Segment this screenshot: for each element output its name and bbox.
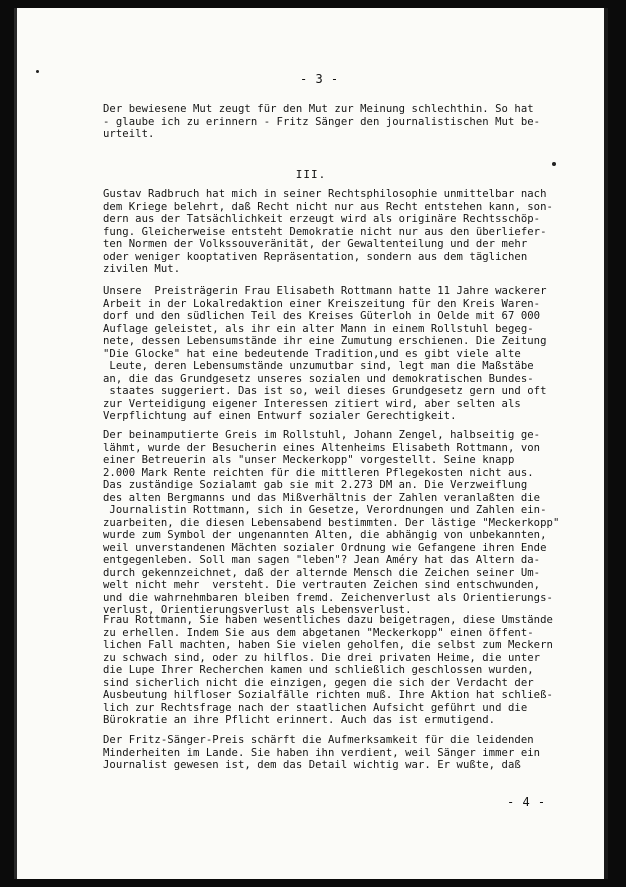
text-line: 2.000 Mark Rente reichten für die mittleren Pflegekosten nicht aus.: [103, 466, 534, 479]
text-line: verlust, Orientierungsverlust als Lebensverlust.: [103, 604, 412, 616]
text-line: zu erhellen. Indem Sie aus dem abgetanen "Meckerkopp" einen öffent-: [103, 626, 534, 639]
paragraph-1: [103, 103, 573, 141]
text-line: einer Betreuerin als "unser Meckerkopp" vorgestellt. Seine knapp: [103, 454, 515, 466]
text-line: fung. Gleicherweise entsteht Demokratie nicht nur aus den überliefer-: [103, 225, 547, 238]
text-line: Bürokratie an ihre Pflicht erinnert. Auch das ist ermutigend.: [103, 714, 496, 726]
text-line: nete, dessen Lebensumstände ihr eine Zumutung erschienen. Die Zeitung: [103, 335, 547, 347]
text-line: die Lupe Ihrer Recherchen kamen und schließlich geschlossen wurden,: [103, 664, 534, 676]
text-line: dern aus der Tatsächlichkeit erzeugt wird als originäre Rechtsschöp-: [103, 213, 541, 225]
paragraph-3: [103, 285, 573, 423]
scan-edge-left: [14, 8, 17, 879]
text-line: wurde zum Symbol der ungenannten Alten, die abhängig von unbekannten,: [103, 529, 547, 541]
text-line: "Die Glocke" hat eine bedeutende Tradition,und es gibt viele alte: [103, 347, 521, 360]
text-line: zuarbeiten, die diesen Lebensabend bestimmten. Der lästige "Meckerkopp": [103, 516, 560, 529]
scan-speck: [36, 70, 39, 73]
text-line: Journalist gewesen ist, dem das Detail wichtig war. Er wußte, daß: [103, 759, 521, 771]
text-line: Der beinamputierte Greis im Rollstuhl, Johann Zengel, halbseitig ge-: [103, 429, 541, 441]
paragraph-5: [103, 614, 573, 727]
text-line: zu schwach sind, oder zu hilflos. Die drei privaten Heime, die unter: [103, 651, 541, 664]
section-heading: III.: [295, 168, 327, 181]
text-line: Verpflichtung auf einen Entwurf sozialer Gerechtigkeit.: [103, 410, 457, 422]
text-line: Auflage geleistet, als ihr ein alter Mann in einem Rollstuhl begeg-: [103, 322, 534, 335]
text-line: Arbeit in der Lokalredaktion einer Kreiszeitung für den Kreis Waren-: [103, 297, 541, 310]
text-line: Ausbeutung hilfloser Sozialfälle richten muß. Ihre Aktion hat schließ-: [103, 689, 553, 701]
text-line: lichen Fall machten, haben Sie vielen geholfen, die selbst zum Meckern: [103, 639, 553, 651]
text-line: zivilen Mut.: [103, 263, 181, 275]
text-line: oder weniger kooptativen Repräsentation, sondern aus dem täglichen: [103, 250, 528, 263]
text-line: Frau Rottmann, Sie haben wesentliches dazu beigetragen, diese Umstände: [103, 614, 553, 626]
text-line: lähmt, wurde der Besucherin eines Altenheims Elisabeth Rottmann, von: [103, 441, 541, 454]
paragraph-4: [103, 429, 573, 617]
text-line: ten Normen der Volkssouveränität, der Gewaltenteilung und der mehr: [103, 238, 528, 250]
text-line: Unsere Preisträgerin Frau Elisabeth Rottmann hatte 11 Jahre wackerer: [103, 285, 547, 297]
text-line: zur Verteidigung eigener Interessen zitiert wird, aber selten als: [103, 397, 521, 410]
document-page: [14, 8, 608, 879]
text-line: Der bewiesene Mut zeugt für den Mut zur Meinung schlechthin. So hat: [103, 103, 534, 115]
text-line: dem Kriege belehrt, daß Recht nicht nur aus Recht entstehen kann, son-: [103, 200, 553, 213]
text-line: Der Fritz-Sänger-Preis schärft die Aufmerksamkeit für die leidenden: [103, 734, 534, 746]
text-line: Das zuständige Sozialamt gab sie mit 2.273 DM an. Die Verzweiflung: [103, 479, 528, 491]
text-line: - glaube ich zu erinnern - Fritz Sänger den journalistischen Mut be-: [103, 115, 541, 128]
text-line: Journalistin Rottmann, sich in Gesetze, Verordnungen und Zahlen ein-: [103, 504, 547, 516]
text-line: welt nicht mehr versteht. Die vertrauten Zeichen sind entschwunden,: [103, 579, 541, 591]
text-line: sind sicherlich nicht die einzigen, gegen die sich der Verdacht der: [103, 676, 534, 689]
text-line: entgegenleben. Soll man sagen "leben"? Jean Améry hat das Altern da-: [103, 554, 541, 566]
text-line: lich zur Rechtsfrage nach der staatlichen Aufsicht geführt und die: [103, 701, 528, 714]
text-line: an, die das Grundgesetz unseres sozialen und demokratischen Bundes-: [103, 372, 534, 385]
text-line: und die wahrnehmbaren bleiben fremd. Zeichenverlust als Orientierungs-: [103, 591, 553, 604]
text-line: Leute, deren Lebensumstände unzumutbar sind, legt man die Maßstäbe: [103, 360, 534, 372]
text-line: Gustav Radbruch hat mich in seiner Rechtsphilosophie unmittelbar nach: [103, 188, 547, 200]
text-line: durch gekennzeichnet, daß der alternde Mensch die Zeichen seiner Um-: [103, 566, 541, 579]
text-line: des alten Bergmanns und das Mißverhältnis der Zahlen veranlaßten die: [103, 491, 541, 504]
paragraph-6: [103, 734, 573, 772]
scan-edge-right: [604, 8, 608, 879]
text-line: dorf und den südlichen Teil des Kreises Güterloh in Oelde mit 67 000: [103, 310, 541, 322]
text-line: staates suggeriert. Das ist so, weil dieses Grundgesetz gern und oft: [103, 385, 547, 397]
text-line: weil unverstandenen Mächten sozialer Ordnung wie Gefangene ihren Ende: [103, 541, 547, 554]
text-line: urteilt.: [103, 128, 155, 140]
scan-speck: [552, 162, 556, 166]
page-number-bottom: - 4 -: [507, 795, 546, 809]
text-line: Minderheiten im Lande. Sie haben ihn verdient, weil Sänger immer ein: [103, 746, 541, 759]
page-number-top: - 3 -: [300, 72, 339, 86]
paragraph-2: [103, 188, 573, 276]
